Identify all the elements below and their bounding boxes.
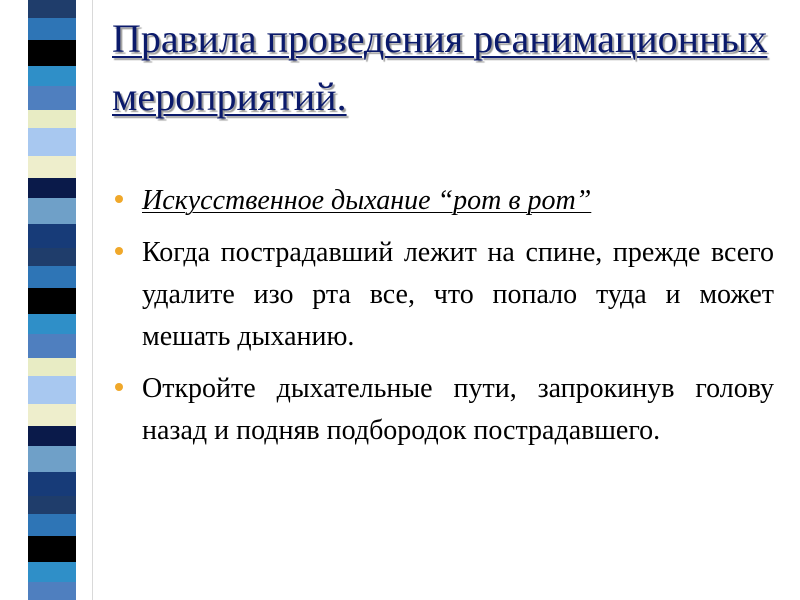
vertical-divider [92, 0, 93, 600]
bullet-marker-icon [115, 383, 123, 391]
bullet-text: Искусственное дыхание “рот в рот” [142, 185, 592, 216]
bullet-item-clear-mouth [112, 232, 774, 358]
stripe-segment [28, 86, 76, 110]
stripe-segment [28, 224, 76, 248]
bullet-marker-icon [115, 195, 123, 203]
stripe-segment [28, 446, 76, 472]
stripe-segment [28, 0, 76, 18]
slide-title: Правила проведения реанимационных мероприятий. [112, 16, 768, 119]
bullet-list [112, 180, 774, 462]
bullet-text: Когда пострадавший лежит на спине, прежде всего удалите изо рта все, что попало туда и может мешать дыханию. [142, 237, 774, 352]
stripe-segment [28, 426, 76, 446]
bullet-marker-icon [115, 247, 123, 255]
stripe-segment [28, 288, 76, 314]
bullet-item-open-airway [112, 368, 774, 452]
bullet-text: Откройте дыхательные пути, запрокинув голову назад и подняв подбородок пострадавшего. [142, 373, 774, 446]
stripe-segment [28, 66, 76, 86]
stripe-segment [28, 248, 76, 266]
stripe-segment [28, 266, 76, 288]
stripe-segment [28, 198, 76, 224]
stripe-segment [28, 40, 76, 66]
stripe-segment [28, 472, 76, 496]
stripe-segment [28, 376, 76, 404]
stripe-segment [28, 496, 76, 514]
stripe-segment [28, 156, 76, 178]
stripe-segment [28, 582, 76, 600]
stripe-segment [28, 18, 76, 40]
stripe-segment [28, 536, 76, 562]
stripe-segment [28, 562, 76, 582]
stripe-segment [28, 128, 76, 156]
stripe-segment [28, 334, 76, 358]
stripe-segment [28, 314, 76, 334]
stripe-segment [28, 514, 76, 536]
stripe-segment [28, 404, 76, 426]
decorative-stripe-bar [28, 0, 76, 600]
stripe-segment [28, 110, 76, 128]
stripe-segment [28, 178, 76, 198]
bullet-item-artificial-breathing [112, 180, 774, 222]
stripe-segment [28, 358, 76, 376]
